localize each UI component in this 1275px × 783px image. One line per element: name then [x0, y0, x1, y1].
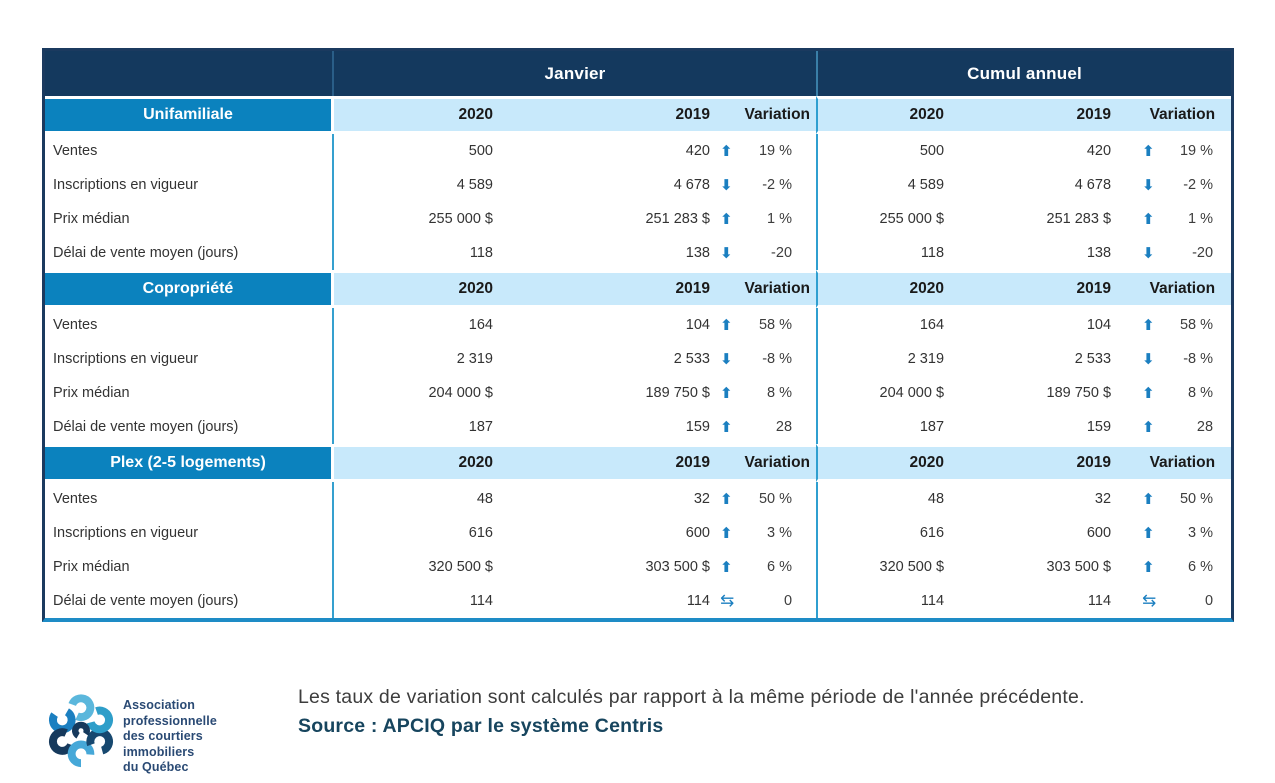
trend-up-icon: ⬆: [720, 557, 733, 576]
cell-jan-2019: 4 678: [509, 168, 714, 202]
cell-cumul-2020: 2 319: [816, 342, 986, 376]
variation-value: -20: [771, 245, 793, 261]
variation-value: -8 %: [1183, 351, 1214, 367]
cell-cumul-variation: [1126, 516, 1231, 550]
variation-value: -2 %: [762, 177, 793, 193]
section-header-unifamiliale: [45, 96, 1231, 134]
trend-up-icon: ⬆: [1142, 417, 1155, 436]
cell-jan-2019: 303 500 $: [509, 550, 714, 584]
cell-cumul-2019: 32: [986, 482, 1126, 516]
logo-text-line: immobiliers: [123, 744, 195, 759]
trend-neutral-icon: ⇆: [1142, 590, 1157, 611]
col-header-jan-variation: Variation: [714, 270, 816, 308]
table-row-inscriptions: [45, 168, 1231, 202]
cell-cumul-2019: 303 500 $: [986, 550, 1126, 584]
cell-jan-2019: 159: [509, 410, 714, 444]
variation-value: 0: [783, 593, 793, 609]
col-header-jan-2020: 2020: [334, 96, 509, 134]
section-title: Plex (2-5 logements): [45, 444, 334, 482]
col-header-jan-2020: 2020: [334, 270, 509, 308]
group-header-cumul-annuel: Cumul annuel: [816, 51, 1231, 96]
cell-cumul-variation: [1126, 550, 1231, 584]
trend-up-icon: ⬆: [1142, 557, 1155, 576]
cell-jan-variation: [714, 308, 816, 342]
variation-value: 8 %: [767, 385, 793, 401]
cell-cumul-2019: 600: [986, 516, 1126, 550]
table-row-prix-median: [45, 202, 1231, 236]
table-row-delai-vente: [45, 584, 1231, 618]
col-header-cumul-variation: Variation: [1126, 96, 1231, 134]
cell-cumul-2020: 114: [816, 584, 986, 618]
row-label: Inscriptions en vigueur: [45, 342, 334, 376]
trend-down-icon: ⬇: [1142, 243, 1155, 262]
trend-down-icon: ⬇: [1142, 175, 1155, 194]
table-row-inscriptions: [45, 342, 1231, 376]
cell-jan-2019: 32: [509, 482, 714, 516]
cell-cumul-variation: [1126, 134, 1231, 168]
row-label: Délai de vente moyen (jours): [45, 584, 334, 618]
variation-value: 50 %: [758, 491, 793, 507]
col-header-jan-variation: Variation: [714, 96, 816, 134]
row-label: Ventes: [45, 482, 334, 516]
cell-cumul-variation: [1126, 168, 1231, 202]
variation-value: 50 %: [1179, 491, 1214, 507]
cell-jan-variation: [714, 584, 816, 618]
cell-cumul-2019: 2 533: [986, 342, 1126, 376]
trend-up-icon: ⬆: [1142, 315, 1155, 334]
variation-value: 58 %: [758, 317, 793, 333]
col-header-jan-2020: 2020: [334, 444, 509, 482]
cell-cumul-2020: 320 500 $: [816, 550, 986, 584]
variation-value: 0: [1204, 593, 1214, 609]
cell-jan-variation: [714, 482, 816, 516]
logo-text-line: professionnelle: [123, 713, 217, 728]
cell-cumul-2020: 616: [816, 516, 986, 550]
apciq-logo-block: [45, 682, 298, 776]
col-header-cumul-2020: 2020: [816, 444, 986, 482]
table-row-ventes: [45, 134, 1231, 168]
variation-value: 6 %: [767, 559, 793, 575]
section-title: Copropriété: [45, 270, 334, 308]
row-label: Délai de vente moyen (jours): [45, 236, 334, 270]
cell-cumul-2020: 118: [816, 236, 986, 270]
trend-up-icon: ⬆: [720, 141, 733, 160]
cell-cumul-2020: 4 589: [816, 168, 986, 202]
variation-value: 19 %: [758, 143, 793, 159]
table-row-delai-vente: [45, 410, 1231, 444]
cell-jan-2020: 164: [334, 308, 509, 342]
row-label: Inscriptions en vigueur: [45, 516, 334, 550]
trend-down-icon: ⬇: [720, 175, 733, 194]
group-header-janvier: Janvier: [334, 51, 816, 96]
trend-up-icon: ⬆: [1142, 523, 1155, 542]
variation-value: 8 %: [1188, 385, 1214, 401]
cell-jan-variation: [714, 550, 816, 584]
table-row-prix-median: [45, 376, 1231, 410]
corner-cell: [45, 51, 334, 96]
trend-up-icon: ⬆: [1142, 141, 1155, 160]
col-header-cumul-variation: Variation: [1126, 270, 1231, 308]
logo-text-line: Association: [123, 698, 195, 712]
cell-jan-2020: 204 000 $: [334, 376, 509, 410]
cell-jan-2020: 187: [334, 410, 509, 444]
stats-table: [45, 51, 1231, 618]
cell-cumul-2020: 500: [816, 134, 986, 168]
trend-up-icon: ⬆: [1142, 489, 1155, 508]
cell-jan-2019: 600: [509, 516, 714, 550]
cell-jan-variation: [714, 376, 816, 410]
trend-up-icon: ⬆: [1142, 209, 1155, 228]
variation-value: 1 %: [767, 211, 793, 227]
cell-cumul-2020: 48: [816, 482, 986, 516]
variation-value: 58 %: [1179, 317, 1214, 333]
variation-value: 19 %: [1179, 143, 1214, 159]
cell-jan-2020: 2 319: [334, 342, 509, 376]
trend-neutral-icon: ⇆: [720, 590, 735, 611]
cell-jan-2020: 4 589: [334, 168, 509, 202]
cell-cumul-2020: 187: [816, 410, 986, 444]
source-line: Source : APCIQ par le système Centris: [298, 715, 664, 737]
cell-cumul-2019: 138: [986, 236, 1126, 270]
row-label: Prix médian: [45, 550, 334, 584]
cell-cumul-2020: 204 000 $: [816, 376, 986, 410]
footer: [45, 682, 1235, 776]
cell-jan-variation: [714, 134, 816, 168]
col-header-cumul-2019: 2019: [986, 270, 1126, 308]
footer-notes: [298, 682, 1085, 738]
cell-cumul-variation: [1126, 376, 1231, 410]
cell-jan-2020: 616: [334, 516, 509, 550]
cell-jan-2019: 114: [509, 584, 714, 618]
row-label: Ventes: [45, 134, 334, 168]
cell-jan-2019: 138: [509, 236, 714, 270]
variation-value: 3 %: [1188, 525, 1214, 541]
trend-up-icon: ⬆: [720, 315, 733, 334]
cell-cumul-2020: 164: [816, 308, 986, 342]
stats-table-container: [42, 48, 1234, 622]
cell-cumul-variation: [1126, 236, 1231, 270]
variation-value: 28: [775, 419, 793, 435]
cell-jan-2019: 189 750 $: [509, 376, 714, 410]
col-header-jan-2019: 2019: [509, 270, 714, 308]
trend-up-icon: ⬆: [720, 417, 733, 436]
table-row-prix-median: [45, 550, 1231, 584]
trend-up-icon: ⬆: [1142, 383, 1155, 402]
table-row-inscriptions: [45, 516, 1231, 550]
cell-jan-2019: 251 283 $: [509, 202, 714, 236]
variation-note: Les taux de variation sont calculés par rapport à la même période de l'année précédente.: [298, 686, 1085, 708]
cell-cumul-variation: [1126, 342, 1231, 376]
row-label: Ventes: [45, 308, 334, 342]
row-label: Prix médian: [45, 202, 334, 236]
cell-cumul-2019: 420: [986, 134, 1126, 168]
table-row-ventes: [45, 308, 1231, 342]
cell-jan-variation: [714, 342, 816, 376]
variation-value: -20: [1192, 245, 1214, 261]
row-label: Délai de vente moyen (jours): [45, 410, 334, 444]
col-header-cumul-variation: Variation: [1126, 444, 1231, 482]
variation-value: -8 %: [762, 351, 793, 367]
cell-cumul-2019: 189 750 $: [986, 376, 1126, 410]
cell-cumul-variation: [1126, 584, 1231, 618]
logo-text-line: du Québec: [123, 760, 189, 774]
variation-value: 3 %: [767, 525, 793, 541]
trend-up-icon: ⬆: [720, 489, 733, 508]
variation-value: 1 %: [1188, 211, 1214, 227]
cell-jan-2020: 320 500 $: [334, 550, 509, 584]
apciq-logo-icon: [45, 692, 117, 768]
cell-cumul-2019: 251 283 $: [986, 202, 1126, 236]
cell-cumul-2019: 104: [986, 308, 1126, 342]
col-header-cumul-2019: 2019: [986, 96, 1126, 134]
cell-jan-variation: [714, 516, 816, 550]
cell-cumul-variation: [1126, 202, 1231, 236]
cell-cumul-2019: 159: [986, 410, 1126, 444]
cell-cumul-2019: 114: [986, 584, 1126, 618]
section-header-plex: [45, 444, 1231, 482]
cell-jan-variation: [714, 202, 816, 236]
cell-jan-variation: [714, 168, 816, 202]
cell-cumul-variation: [1126, 410, 1231, 444]
variation-value: 6 %: [1188, 559, 1214, 575]
cell-jan-2020: 255 000 $: [334, 202, 509, 236]
cell-jan-2020: 48: [334, 482, 509, 516]
trend-up-icon: ⬆: [720, 523, 733, 542]
variation-value: 28: [1196, 419, 1214, 435]
section-title: Unifamiliale: [45, 96, 334, 134]
cell-jan-2020: 118: [334, 236, 509, 270]
col-header-jan-2019: 2019: [509, 444, 714, 482]
cell-jan-2019: 104: [509, 308, 714, 342]
cell-jan-2020: 114: [334, 584, 509, 618]
table-row-delai-vente: [45, 236, 1231, 270]
col-header-cumul-2019: 2019: [986, 444, 1126, 482]
col-header-cumul-2020: 2020: [816, 96, 986, 134]
col-header-jan-2019: 2019: [509, 96, 714, 134]
trend-down-icon: ⬇: [720, 243, 733, 262]
section-header-copropriete: [45, 270, 1231, 308]
trend-up-icon: ⬆: [720, 383, 733, 402]
cell-jan-2019: 420: [509, 134, 714, 168]
cell-jan-2020: 500: [334, 134, 509, 168]
cell-cumul-variation: [1126, 308, 1231, 342]
logo-text-line: des courtiers: [123, 729, 203, 743]
cell-cumul-variation: [1126, 482, 1231, 516]
col-header-jan-variation: Variation: [714, 444, 816, 482]
variation-value: -2 %: [1183, 177, 1214, 193]
row-label: Inscriptions en vigueur: [45, 168, 334, 202]
col-header-cumul-2020: 2020: [816, 270, 986, 308]
table-row-ventes: [45, 482, 1231, 516]
cell-cumul-2020: 255 000 $: [816, 202, 986, 236]
cell-jan-2019: 2 533: [509, 342, 714, 376]
group-header-row: [45, 51, 1231, 96]
row-label: Prix médian: [45, 376, 334, 410]
cell-jan-variation: [714, 410, 816, 444]
cell-jan-variation: [714, 236, 816, 270]
cell-cumul-2019: 4 678: [986, 168, 1126, 202]
trend-down-icon: ⬇: [1142, 349, 1155, 368]
trend-down-icon: ⬇: [720, 349, 733, 368]
trend-up-icon: ⬆: [720, 209, 733, 228]
apciq-logo-text: [123, 698, 217, 776]
